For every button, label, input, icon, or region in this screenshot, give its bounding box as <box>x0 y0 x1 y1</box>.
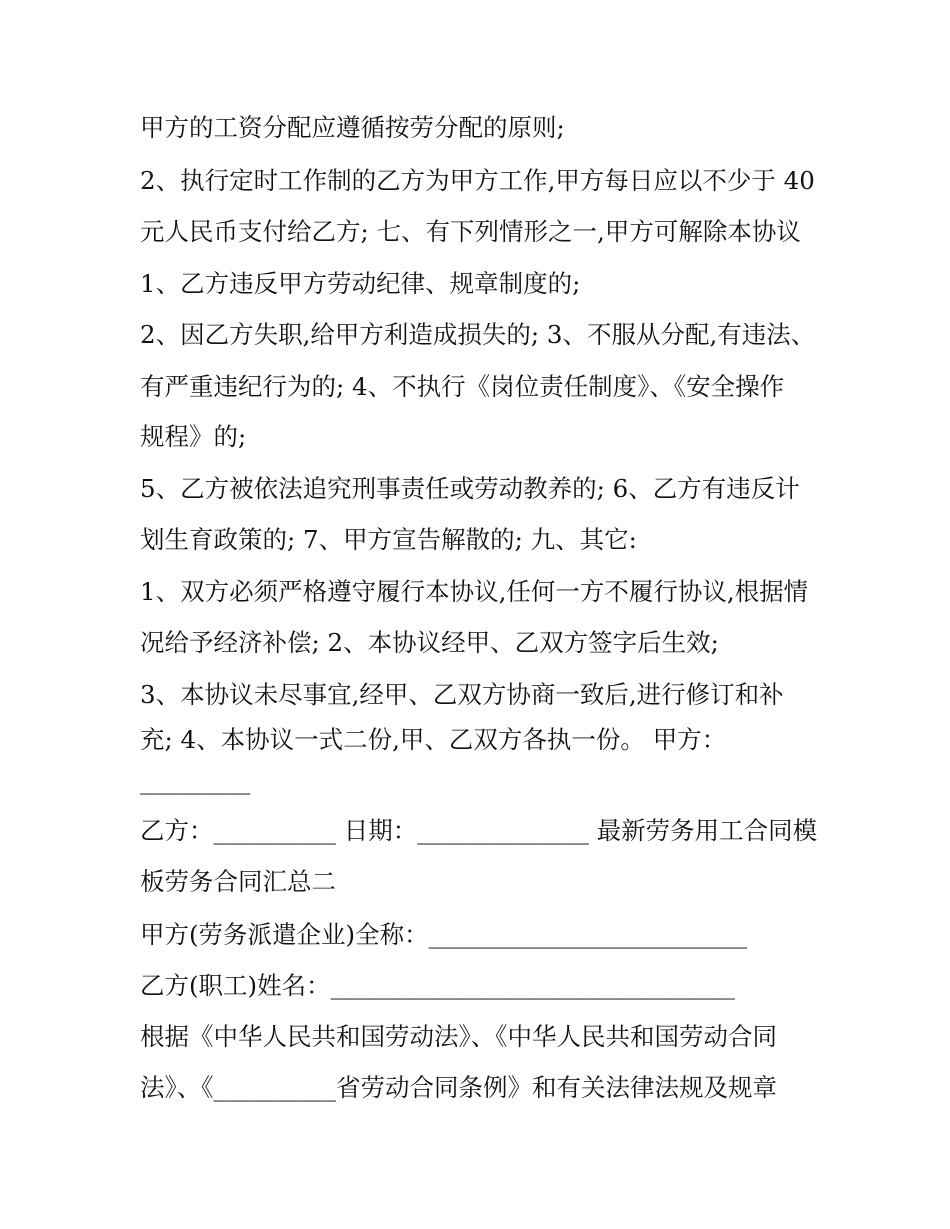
text-line: 充; 4、本协议一式二份,甲、乙双方各执一份。 甲方： <box>140 725 727 754</box>
text-line: 2、因乙方失职,给甲方利造成损失的; 3、不服从分配,有违法、 <box>140 320 816 349</box>
text-line: 3、本协议未尽事宜,经甲、乙双方协商一致后,进行修订和补 <box>140 680 784 709</box>
text-line: 1、乙方违反甲方劳动纪律、规章制度的; <box>140 269 581 298</box>
text-line: 甲方的工资分配应遵循按劳分配的原则; <box>140 113 565 142</box>
text-line: 规程》的; <box>140 422 247 451</box>
text-line: 乙方：__________ 日期：______________ 最新劳务用工合同模 <box>140 816 818 845</box>
signature-blank: _________ <box>140 766 251 795</box>
text-line: 法》、《__________省劳动合同条例》和有关法律法规及规章 <box>140 1073 777 1102</box>
text-line: 乙方(职工)姓名：_________________________________ <box>140 971 735 1000</box>
text-line: 根据《中华人民共和国劳动法》、《中华人民共和国劳动合同 <box>140 1022 777 1051</box>
text-line: 5、乙方被依法追究刑事责任或劳动教养的; 6、乙方有违反计 <box>140 474 800 503</box>
text-line: 板劳务合同汇总二 <box>140 867 336 896</box>
text-line: 有严重违纪行为的; 4、不执行《岗位责任制度》、《安全操作 <box>140 372 785 401</box>
text-line: 1、双方必须严格遵守履行本协议,任何一方不履行协议,根据情 <box>140 577 809 606</box>
text-line: 划生育政策的; 7、甲方宣告解散的; 九、其它: <box>140 525 637 554</box>
text-line: 2、执行定时工作制的乙方为甲方工作,甲方每日应以不少于 40 <box>140 166 815 195</box>
text-line: 况给予经济补偿; 2、本协议经甲、乙双方签字后生效; <box>140 628 719 657</box>
text-line: 元人民币支付给乙方; 七、有下列情形之一,甲方可解除本协议 <box>140 217 801 246</box>
text-line: 甲方(劳务派遣企业)全称：__________________________ <box>140 920 748 949</box>
